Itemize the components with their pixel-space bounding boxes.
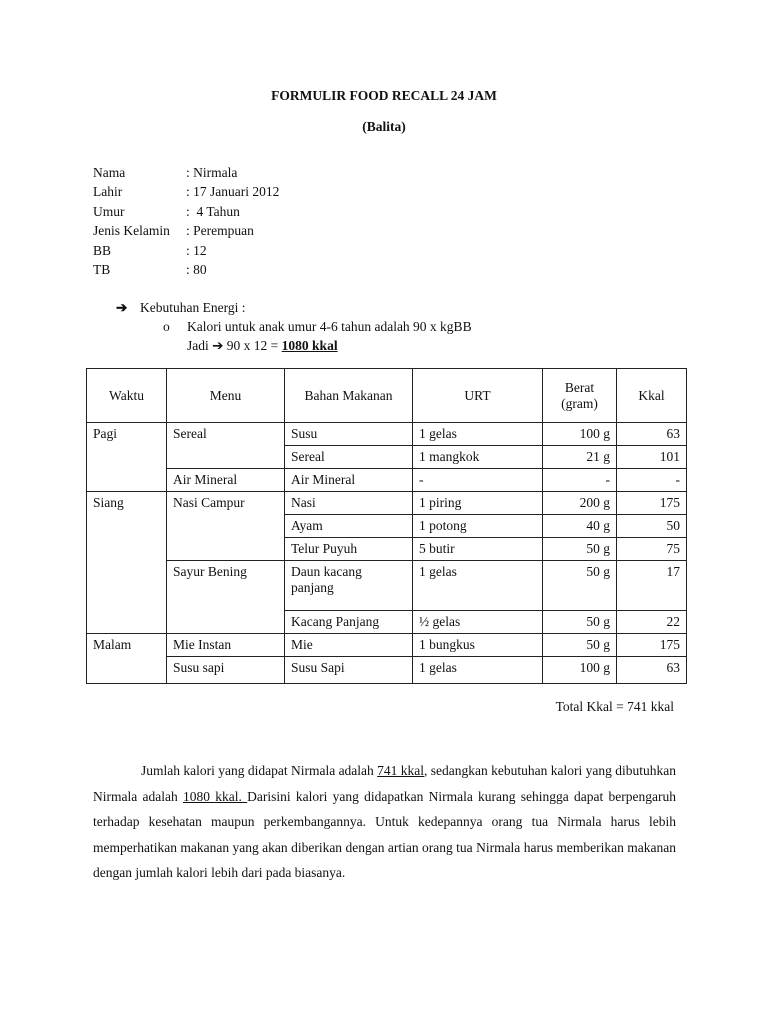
table-row (87, 657, 687, 684)
kkal-cell: 175 (617, 492, 687, 515)
menu-cell: Susu sapi (167, 657, 285, 684)
berat-cell: 21 g (543, 446, 617, 469)
identity-value: : Perempuan (186, 223, 254, 238)
berat-cell: - (543, 469, 617, 492)
urt-cell: 1 mangkok (413, 446, 543, 469)
urt-cell: 1 piring (413, 492, 543, 515)
identity-label: Umur (93, 204, 125, 219)
bahan-cell: Mie (285, 634, 413, 657)
berat-cell: 40 g (543, 515, 617, 538)
berat-cell: 100 g (543, 657, 617, 684)
conclusion-text: Darisini kalori yang didapatkan Nirmala kurang sehingga dapat berpengaruh terhadap kesehatan maupun perkembangannya. Untuk kedepannya orang tua Nirmala harus lebih memperhatikan makanan yang akan diberikan dengan artian orang tua Nirmala harus memberikan makanan dengan jumlah kalori lebih dari pada biasanya. (93, 788, 676, 880)
waktu-cell: Malam (87, 634, 167, 684)
energy-formula: Kalori untuk anak umur 4-6 tahun adalah 90 x kgBB (187, 319, 472, 334)
urt-cell: 1 bungkus (413, 634, 543, 657)
identity-value: : 17 Januari 2012 (186, 184, 280, 199)
urt-cell: 5 butir (413, 538, 543, 561)
total-kkal: Total Kkal = 741 kkal (555, 699, 674, 714)
identity-label: TB (93, 262, 111, 277)
consumed-kkal: 741 kkal (377, 763, 425, 778)
bahan-cell: Susu Sapi (285, 657, 413, 684)
food-recall-table (86, 368, 687, 684)
identity-value: : 80 (186, 262, 207, 277)
conclusion-text: , sedangkan kebutuhan kalori yang dibutuhkan Nirmala adalah (93, 763, 676, 804)
energy-heading: Kebutuhan Energi : (140, 300, 246, 315)
identity-label: Lahir (93, 184, 123, 199)
bahan-cell: Sereal (285, 446, 413, 469)
kkal-cell: 101 (617, 446, 687, 469)
kkal-cell: 63 (617, 423, 687, 446)
identity-label: Nama (93, 165, 126, 180)
menu-cell: Air Mineral (167, 469, 285, 492)
bahan-cell: Daun kacang panjang (285, 561, 413, 611)
energy-calculation (187, 336, 338, 355)
column-header: Bahan Makanan (285, 369, 413, 423)
urt-cell: 1 gelas (413, 657, 543, 684)
berat-cell: 50 g (543, 538, 617, 561)
kkal-cell: 17 (617, 561, 687, 611)
urt-cell: ½ gelas (413, 611, 543, 634)
kkal-cell: - (617, 469, 687, 492)
arrow-icon: ➔ (116, 300, 128, 315)
identity-value: : 4 Tahun (186, 204, 240, 219)
kkal-cell: 175 (617, 634, 687, 657)
bahan-cell: Kacang Panjang (285, 611, 413, 634)
table-row (87, 634, 687, 657)
bahan-cell: Susu (285, 423, 413, 446)
table-row (87, 469, 687, 492)
berat-cell: 200 g (543, 492, 617, 515)
waktu-cell: Siang (87, 492, 167, 634)
waktu-cell: Pagi (87, 423, 167, 492)
energy-calculation-text: Jadi ➔ 90 x 12 = (187, 338, 282, 353)
document-title: FORMULIR FOOD RECALL 24 JAM (271, 88, 497, 103)
kkal-cell: 75 (617, 538, 687, 561)
column-header: Berat (gram) (543, 369, 617, 423)
table-row (87, 492, 687, 515)
required-kkal: 1080 kkal. (182, 788, 248, 804)
bahan-cell: Nasi (285, 492, 413, 515)
kkal-cell: 63 (617, 657, 687, 684)
column-header: Kkal (617, 369, 687, 423)
bahan-cell: Air Mineral (285, 469, 413, 492)
table-row (87, 561, 687, 611)
berat-cell: 50 g (543, 561, 617, 611)
bahan-cell: Ayam (285, 515, 413, 538)
table-row (87, 423, 687, 446)
column-header: Menu (167, 369, 285, 423)
urt-cell: - (413, 469, 543, 492)
energy-result: 1080 kkal (281, 338, 338, 353)
column-header: URT (413, 369, 543, 423)
urt-cell: 1 gelas (413, 561, 543, 611)
urt-cell: 1 potong (413, 515, 543, 538)
kkal-cell: 50 (617, 515, 687, 538)
menu-cell: Nasi Campur (167, 492, 285, 561)
conclusion-paragraph (93, 758, 676, 886)
identity-label: Jenis Kelamin (93, 223, 170, 238)
bullet-icon: o (163, 319, 170, 334)
menu-cell: Sereal (167, 423, 285, 469)
berat-cell: 50 g (543, 611, 617, 634)
identity-label: BB (93, 243, 112, 258)
berat-cell: 100 g (543, 423, 617, 446)
bahan-cell: Telur Puyuh (285, 538, 413, 561)
berat-cell: 50 g (543, 634, 617, 657)
document-subtitle: (Balita) (362, 119, 406, 134)
kkal-cell: 22 (617, 611, 687, 634)
menu-cell: Sayur Bening (167, 561, 285, 634)
table-header-row (87, 369, 687, 423)
conclusion-text: Jumlah kalori yang didapat Nirmala adalah (141, 763, 378, 778)
urt-cell: 1 gelas (413, 423, 543, 446)
identity-value: : Nirmala (186, 165, 238, 180)
identity-value: : 12 (186, 243, 207, 258)
column-header: Waktu (87, 369, 167, 423)
menu-cell: Mie Instan (167, 634, 285, 657)
